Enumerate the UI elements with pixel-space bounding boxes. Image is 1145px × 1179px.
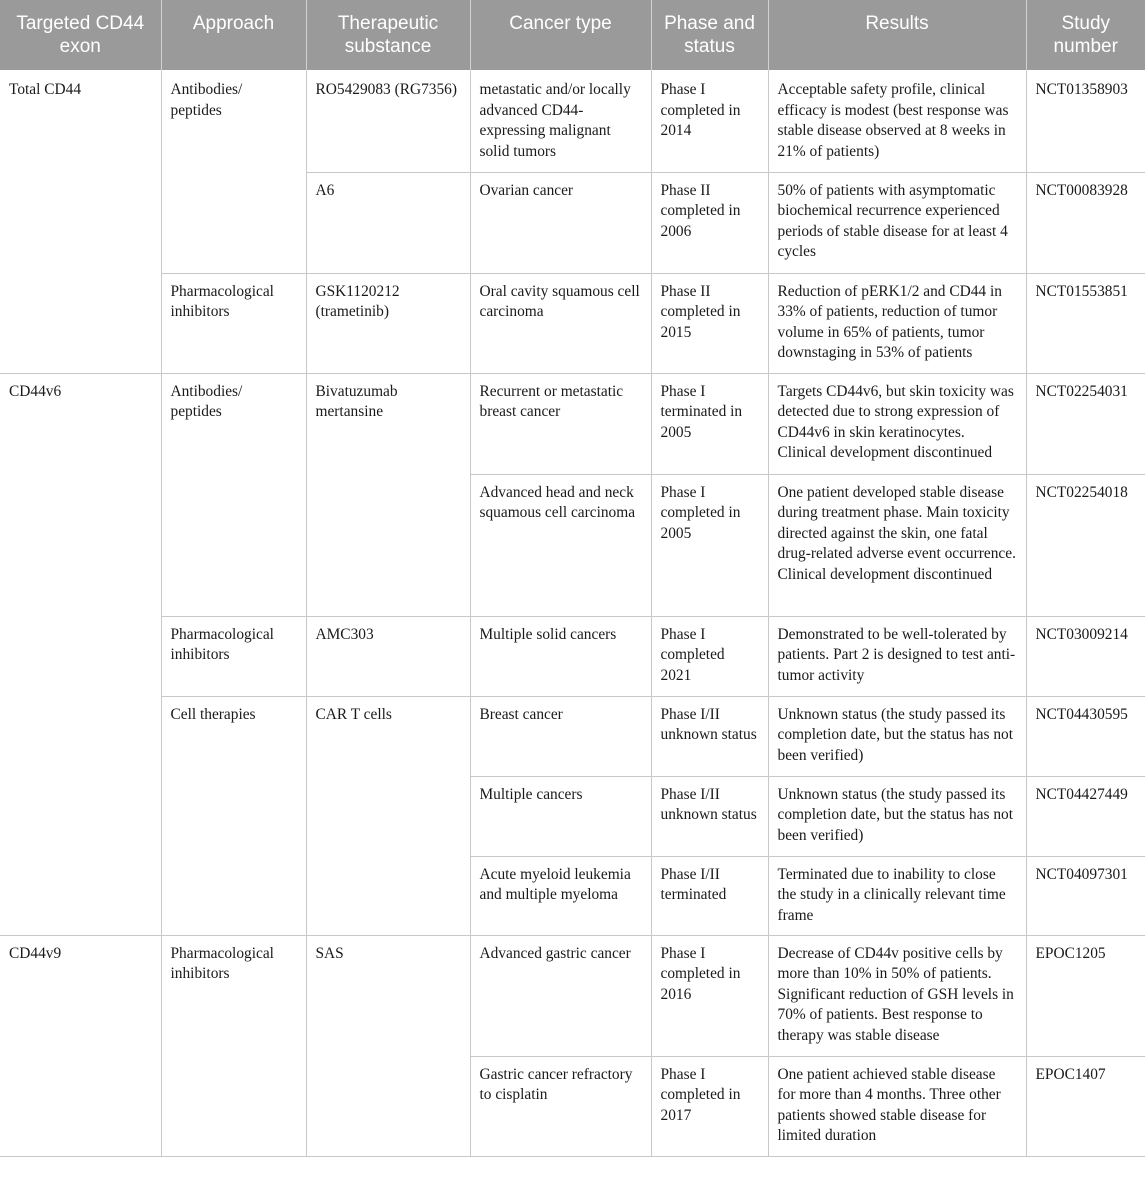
cancer-type-cell: Breast cancer bbox=[470, 696, 651, 776]
phase-cell: Phase II completed in 2015 bbox=[651, 273, 768, 373]
table-row bbox=[0, 70, 1145, 172]
results-cell: Unknown status (the study passed its completion date, but the status has not been verified) bbox=[768, 696, 1026, 776]
phase-cell: Phase I completed 2021 bbox=[651, 616, 768, 696]
approach-cell: Pharmacological inhibitors bbox=[161, 273, 306, 373]
results-cell: Unknown status (the study passed its completion date, but the status has not been verified) bbox=[768, 776, 1026, 856]
substance-cell: SAS bbox=[306, 935, 470, 1156]
phase-cell: Phase I completed in 2017 bbox=[651, 1056, 768, 1156]
exon-cell: CD44v9 bbox=[0, 935, 161, 1156]
phase-cell: Phase I/II unknown status bbox=[651, 776, 768, 856]
study-number-cell: EPOC1205 bbox=[1026, 935, 1145, 1056]
approach-cell: Antibodies/ peptides bbox=[161, 373, 306, 616]
phase-cell: Phase I completed in 2014 bbox=[651, 70, 768, 172]
results-cell: One patient achieved stable disease for more than 4 months. Three other patients showed stable disease for limited duration bbox=[768, 1056, 1026, 1156]
cancer-type-cell: Advanced gastric cancer bbox=[470, 935, 651, 1056]
study-number-cell: NCT04097301 bbox=[1026, 856, 1145, 935]
results-cell: Decrease of CD44v positive cells by more than 10% in 50% of patients. Significant reduction of GSH levels in 70% of patients. Best response to therapy was stable disease bbox=[768, 935, 1026, 1056]
cancer-type-cell: Acute myeloid leukemia and multiple myeloma bbox=[470, 856, 651, 935]
substance-cell: GSK1120212 (trametinib) bbox=[306, 273, 470, 373]
cancer-type-cell: Oral cavity squamous cell carcinoma bbox=[470, 273, 651, 373]
header-results: Results bbox=[768, 0, 1026, 70]
header-phase-status: Phase and status bbox=[651, 0, 768, 70]
header-row bbox=[0, 0, 1145, 70]
phase-cell: Phase II completed in 2006 bbox=[651, 172, 768, 273]
substance-cell: Bivatuzumab mertansine bbox=[306, 373, 470, 616]
study-number-cell: NCT03009214 bbox=[1026, 616, 1145, 696]
header-approach: Approach bbox=[161, 0, 306, 70]
study-number-cell: NCT01358903 bbox=[1026, 70, 1145, 172]
approach-cell: Antibodies/ peptides bbox=[161, 70, 306, 273]
study-number-cell: NCT02254018 bbox=[1026, 474, 1145, 616]
table-row bbox=[0, 616, 1145, 696]
header-substance: Therapeutic substance bbox=[306, 0, 470, 70]
table-row bbox=[0, 696, 1145, 776]
cancer-type-cell: Gastric cancer refractory to cisplatin bbox=[470, 1056, 651, 1156]
cancer-type-cell: Recurrent or metastatic breast cancer bbox=[470, 373, 651, 474]
approach-cell: Pharmacological inhibitors bbox=[161, 935, 306, 1156]
results-cell: Demonstrated to be well-tolerated by patients. Part 2 is designed to test anti-tumor activity bbox=[768, 616, 1026, 696]
cancer-type-cell: Multiple solid cancers bbox=[470, 616, 651, 696]
results-cell: Reduction of pERK1/2 and CD44 in 33% of patients, reduction of tumor volume in 65% of patients, tumor downstaging in 53% of patients bbox=[768, 273, 1026, 373]
results-cell: Terminated due to inability to close the study in a clinically relevant time frame bbox=[768, 856, 1026, 935]
phase-cell: Phase I/II unknown status bbox=[651, 696, 768, 776]
header-cancer-type: Cancer type bbox=[470, 0, 651, 70]
study-number-cell: NCT01553851 bbox=[1026, 273, 1145, 373]
substance-cell: A6 bbox=[306, 172, 470, 273]
phase-cell: Phase I completed in 2016 bbox=[651, 935, 768, 1056]
table-row bbox=[0, 273, 1145, 373]
study-number-cell: EPOC1407 bbox=[1026, 1056, 1145, 1156]
results-cell: 50% of patients with asymptomatic biochemical recurrence experienced periods of stable disease for at least 4 cycles bbox=[768, 172, 1026, 273]
results-cell: Acceptable safety profile, clinical efficacy is modest (best response was stable disease observed at 8 weeks in 21% of patients) bbox=[768, 70, 1026, 172]
exon-cell: CD44v6 bbox=[0, 373, 161, 935]
cancer-type-cell: Advanced head and neck squamous cell carcinoma bbox=[470, 474, 651, 616]
substance-cell: CAR T cells bbox=[306, 696, 470, 935]
cancer-type-cell: metastatic and/or locally advanced CD44-expressing malignant solid tumors bbox=[470, 70, 651, 172]
phase-cell: Phase I terminated in 2005 bbox=[651, 373, 768, 474]
substance-cell: AMC303 bbox=[306, 616, 470, 696]
table-row bbox=[0, 935, 1145, 1056]
exon-cell: Total CD44 bbox=[0, 70, 161, 373]
study-number-cell: NCT00083928 bbox=[1026, 172, 1145, 273]
cancer-type-cell: Multiple cancers bbox=[470, 776, 651, 856]
study-number-cell: NCT04430595 bbox=[1026, 696, 1145, 776]
phase-cell: Phase I/II terminated bbox=[651, 856, 768, 935]
header-study-number: Study number bbox=[1026, 0, 1145, 70]
substance-cell: RO5429083 (RG7356) bbox=[306, 70, 470, 172]
approach-cell: Pharmacological inhibitors bbox=[161, 616, 306, 696]
phase-cell: Phase I completed in 2005 bbox=[651, 474, 768, 616]
results-cell: One patient developed stable disease during treatment phase. Main toxicity directed against the skin, one fatal drug-related adverse event occurrence. Clinical development discontinued bbox=[768, 474, 1026, 616]
study-number-cell: NCT04427449 bbox=[1026, 776, 1145, 856]
approach-cell: Cell therapies bbox=[161, 696, 306, 935]
results-cell: Targets CD44v6, but skin toxicity was detected due to strong expression of CD44v6 in skin keratinocytes. Clinical development discontinued bbox=[768, 373, 1026, 474]
study-number-cell: NCT02254031 bbox=[1026, 373, 1145, 474]
table-row bbox=[0, 373, 1145, 474]
header-exon: Targeted CD44 exon bbox=[0, 0, 161, 70]
cancer-type-cell: Ovarian cancer bbox=[470, 172, 651, 273]
